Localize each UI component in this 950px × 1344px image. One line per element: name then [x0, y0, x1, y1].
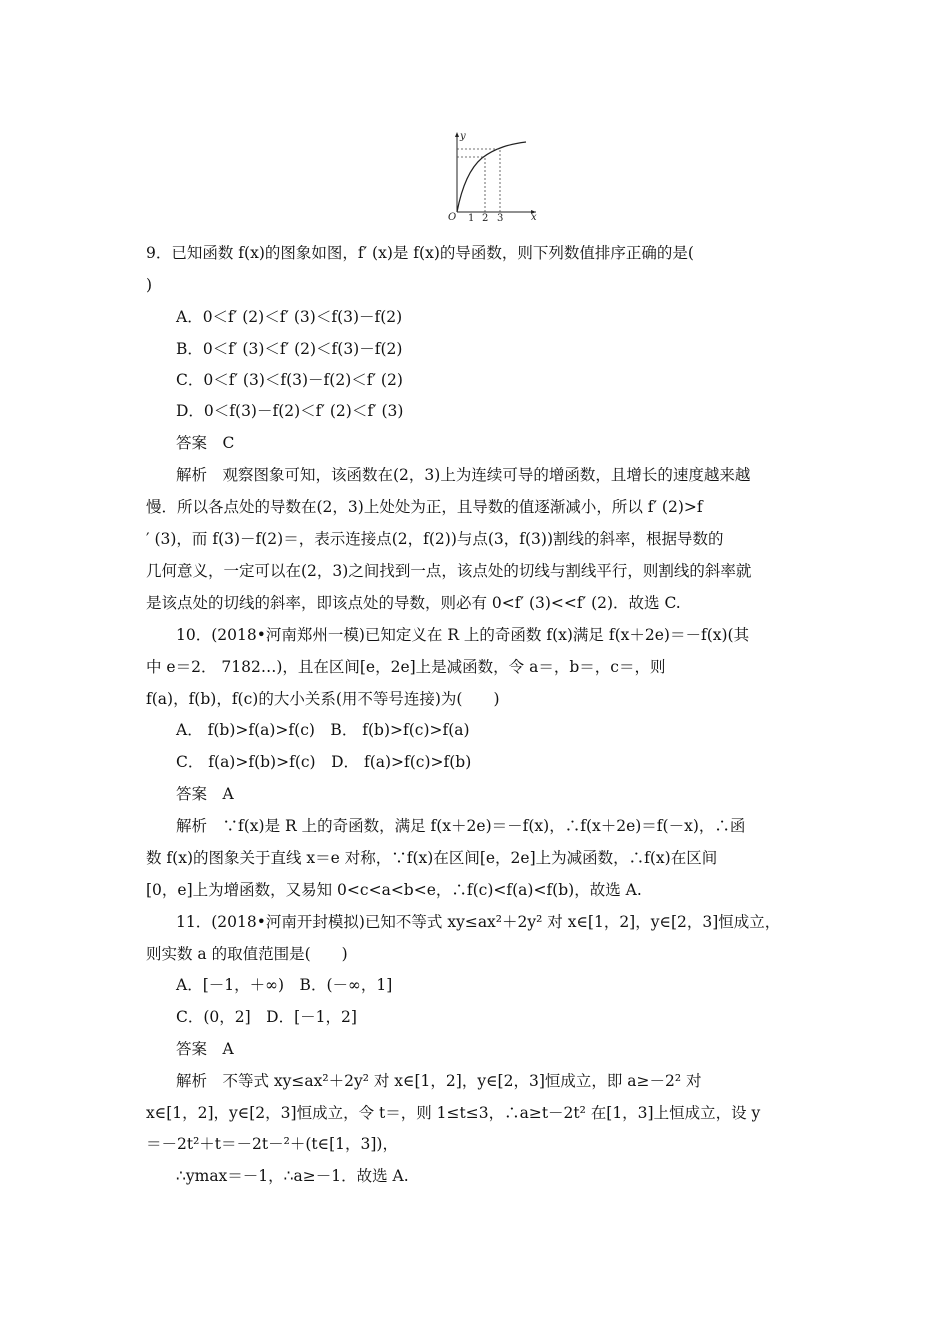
tick-label-3: 3 — [497, 213, 504, 222]
question-11-stem: 11．(2018•河南开封模拟)已知不等式 xy≤ax²＋2y² 对 x∈[1，2]，y∈[2，3]恒成立， — [176, 913, 781, 931]
tick-label-2: 2 — [482, 213, 489, 222]
question-10-stem-cont-2: f(a)，f(b)，f(c)的大小关系(用不等号连接)为( ) — [146, 690, 500, 708]
question-9-stem-cont: ) — [146, 276, 153, 294]
question-10-stem-cont-1: 中 e＝2． 7182…)，且在区间[e，2e]上是减函数，令 a＝，b＝，c＝，则 — [146, 658, 666, 676]
question-11-analysis-line-3: ＝－2t²＋t＝－2t－²＋(t∈[1，3])， — [146, 1135, 398, 1153]
question-9-analysis-line-1: 解析 观察图象可知，该函数在(2，3)上为连续可导的增函数，且增长的速度越来越 — [176, 466, 751, 484]
question-11-analysis-line-2: x∈[1，2]，y∈[2，3]恒成立，令 t＝，则 1≤t≤3，∴a≥t－2t² 在[1，3]上恒成立，设 y — [146, 1104, 761, 1122]
tick-label-1: 1 — [468, 213, 475, 222]
function-graph-figure — [440, 128, 540, 222]
question-9-option-c: C．0＜f′ (3)＜f(3)－f(2)＜f′ (2) — [176, 371, 403, 389]
question-11-answer: 答案 A — [176, 1040, 234, 1058]
function-graph — [440, 128, 540, 222]
x-axis-label: x — [531, 212, 537, 222]
y-axis-arrow — [455, 132, 459, 137]
question-9-analysis-line-4: 几何意义，一定可以在(2，3)之间找到一点，该点处的切线与割线平行，则割线的斜率就 — [146, 562, 752, 580]
question-9-analysis-line-2: 慢．所以各点处的导数在(2，3)上处处为正，且导数的值逐渐减小，所以 f′ (2)>f — [146, 498, 703, 516]
question-11-options-cd: C．(0，2] D．[－1，2] — [176, 1008, 357, 1026]
question-9-stem: 9．已知函数 f(x)的图象如图，f′ (x)是 f(x)的导函数，则下列数值排序正确的是( — [146, 244, 694, 262]
question-9-answer: 答案 C — [176, 434, 235, 452]
question-10-options-cd: C． f(a)>f(b)>f(c) D． f(a)>f(c)>f(b) — [176, 753, 472, 771]
question-11-analysis-line-4: ∴ymax＝－1，∴a≥－1．故选 A. — [176, 1167, 409, 1185]
question-11-options-ab: A．[－1，＋∞) B．(－∞，1] — [176, 976, 393, 994]
question-11-analysis-line-1: 解析 不等式 xy≤ax²＋2y² 对 x∈[1，2]，y∈[2，3]恒成立，即 a≥－2² 对 — [176, 1072, 702, 1090]
question-9-analysis-line-5: 是该点处的切线的斜率，即该点处的导数，则必有 0<f′ (3)<<f′ (2)．故选 C. — [146, 594, 681, 612]
question-9-analysis-line-3: ′ (3)，而 f(3)－f(2)＝，表示连接点(2，f(2))与点(3，f(3))割线的斜率，根据导数的 — [146, 530, 724, 548]
function-curve — [457, 142, 526, 212]
question-10-stem: 10．(2018•河南郑州一模)已知定义在 R 上的奇函数 f(x)满足 f(x＋2e)＝－f(x)(其 — [176, 626, 750, 644]
question-10-answer: 答案 A — [176, 785, 234, 803]
question-9-option-d: D．0＜f(3)－f(2)＜f′ (2)＜f′ (3) — [176, 402, 404, 420]
question-11-stem-cont: 则实数 a 的取值范围是( ) — [146, 945, 348, 963]
y-axis-label: y — [460, 131, 466, 142]
question-9-option-a: A．0＜f′ (2)＜f′ (3)＜f(3)－f(2) — [176, 308, 403, 326]
question-10-analysis-line-1: 解析 ∵f(x)是 R 上的奇函数，满足 f(x＋2e)＝－f(x)，∴f(x＋2e)＝f(－x)，∴函 — [176, 817, 746, 835]
question-10-analysis-line-2: 数 f(x)的图象关于直线 x＝e 对称，∵f(x)在区间[e，2e]上为减函数，∴f(x)在区间 — [146, 849, 718, 867]
question-9-option-b: B．0＜f′ (3)＜f′ (2)＜f(3)－f(2) — [176, 340, 403, 358]
question-10-analysis-line-3: [0，e]上为增函数，又易知 0<c<a<b<e，∴f(c)<f(a)<f(b)，故选 A. — [146, 881, 642, 899]
question-10-options-ab: A． f(b)>f(a)>f(c) B． f(b)>f(c)>f(a) — [176, 721, 470, 739]
origin-label: O — [448, 212, 457, 222]
